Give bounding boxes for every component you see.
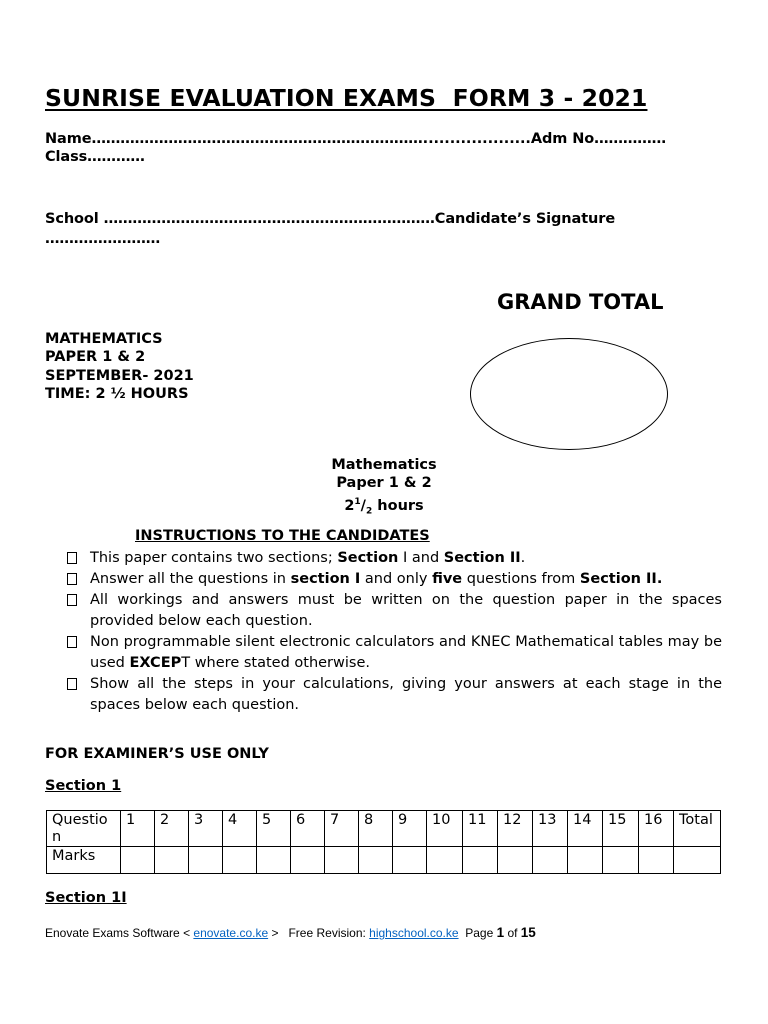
marks-entry-cell[interactable] xyxy=(257,847,291,874)
box-bullet-icon xyxy=(67,636,77,648)
highschool-link[interactable]: highschool.co.ke xyxy=(369,926,459,940)
subject-block xyxy=(45,330,194,403)
marks-entry-cell[interactable] xyxy=(359,847,393,874)
examiner-use-heading: FOR EXAMINER’S USE ONLY xyxy=(45,746,269,762)
column-header-cell: 13 xyxy=(533,811,568,847)
instructions-list xyxy=(67,548,722,716)
signature-dots: …………………… xyxy=(45,231,161,247)
duration-denominator: 2 xyxy=(365,506,373,517)
instruction-item: This paper contains two sections; Section I and Section II. xyxy=(67,548,722,569)
column-header-cell: 4 xyxy=(223,811,257,847)
box-bullet-icon xyxy=(67,678,77,690)
center-subject-block xyxy=(284,456,484,521)
marks-entry-cell[interactable] xyxy=(155,847,189,874)
footer-page-number: 1 xyxy=(496,925,505,940)
column-header-cell: 9 xyxy=(393,811,427,847)
column-header-cell: 15 xyxy=(603,811,639,847)
marks-entry-cell[interactable] xyxy=(393,847,427,874)
section-1-label: Section 1 xyxy=(45,778,122,794)
time-line: TIME: 2 ½ HOURS xyxy=(45,385,189,402)
marks-entry-cell[interactable] xyxy=(568,847,603,874)
column-header-cell: 14 xyxy=(568,811,603,847)
class-line: Class………… xyxy=(45,149,145,165)
instruction-item: All workings and answers must be written on the question paper in the spaces provided below each question. xyxy=(67,590,722,632)
duration-unit: hours xyxy=(372,497,424,514)
center-paper: Paper 1 & 2 xyxy=(336,475,432,492)
marks-entry-cell[interactable] xyxy=(223,847,257,874)
grand-total-label: GRAND TOTAL xyxy=(497,290,664,314)
instruction-item: Answer all the questions in section I and only five questions from Section II. xyxy=(67,569,722,590)
column-header-cell: 8 xyxy=(359,811,393,847)
column-header-cell: 10 xyxy=(427,811,463,847)
column-header-cell: 6 xyxy=(291,811,325,847)
question-row xyxy=(47,811,721,847)
column-header-cell: 3 xyxy=(189,811,223,847)
box-bullet-icon xyxy=(67,552,77,564)
footer-page-label: Page xyxy=(458,926,497,940)
marks-entry-cell[interactable] xyxy=(463,847,498,874)
footer-of-label: of xyxy=(504,926,521,940)
marks-entry-cell[interactable] xyxy=(325,847,359,874)
marks-entry-cell[interactable] xyxy=(427,847,463,874)
duration-numerator: 1 xyxy=(354,496,361,507)
marks-entry-cell[interactable] xyxy=(498,847,533,874)
date-line: SEPTEMBER- 2021 xyxy=(45,367,194,384)
footer-separator: > Free Revision: xyxy=(268,926,370,940)
exam-title: SUNRISE EVALUATION EXAMS FORM 3 - 2021 xyxy=(45,84,648,112)
column-header-cell: 1 xyxy=(121,811,155,847)
marks-entry-cell[interactable] xyxy=(291,847,325,874)
center-subject: Mathematics xyxy=(331,457,437,473)
instruction-item: Show all the steps in your calculations, giving your answers at each stage in the spaces below each question. xyxy=(67,674,722,716)
column-header-cell: 2 xyxy=(155,811,189,847)
box-bullet-icon xyxy=(67,573,77,585)
page-footer xyxy=(45,925,536,940)
column-header-cell: 12 xyxy=(498,811,533,847)
marks-entry-cell[interactable] xyxy=(533,847,568,874)
total-header-cell: Total xyxy=(674,811,721,847)
question-header-cell: Question xyxy=(47,811,121,847)
total-entry-cell[interactable] xyxy=(674,847,721,874)
section-1-marks-table xyxy=(46,810,721,874)
instruction-item: Non programmable silent electronic calculators and KNEC Mathematical tables may be used EXCEPT where stated otherwise. xyxy=(67,632,722,674)
grand-total-oval xyxy=(470,338,668,450)
footer-page-total: 15 xyxy=(520,925,536,940)
duration-whole: 2 xyxy=(344,497,355,514)
column-header-cell: 7 xyxy=(325,811,359,847)
section-2-label: Section 1I xyxy=(45,890,127,906)
column-header-cell: 5 xyxy=(257,811,291,847)
paper-line: PAPER 1 & 2 xyxy=(45,349,146,366)
marks-entry-cell[interactable] xyxy=(639,847,674,874)
center-duration xyxy=(284,493,484,521)
marks-row xyxy=(47,847,721,874)
marks-entry-cell[interactable] xyxy=(189,847,223,874)
box-bullet-icon xyxy=(67,594,77,606)
marks-header-cell: Marks xyxy=(47,847,121,874)
marks-entry-cell[interactable] xyxy=(603,847,639,874)
duration-slash: / xyxy=(360,497,366,514)
column-header-cell: 16 xyxy=(639,811,674,847)
name-adm-line: Name……………………………………………………………....................Adm No…………… xyxy=(45,131,667,147)
enovate-link[interactable]: enovate.co.ke xyxy=(193,926,269,940)
marks-entry-cell[interactable] xyxy=(121,847,155,874)
subject-line: MATHEMATICS xyxy=(45,331,163,347)
column-header-cell: 11 xyxy=(463,811,498,847)
school-signature-line: School ……………………………………………………………Candidate’s Signature xyxy=(45,211,616,227)
footer-software: Enovate Exams Software < xyxy=(45,926,194,940)
instructions-title: INSTRUCTIONS TO THE CANDIDATES xyxy=(135,528,430,544)
